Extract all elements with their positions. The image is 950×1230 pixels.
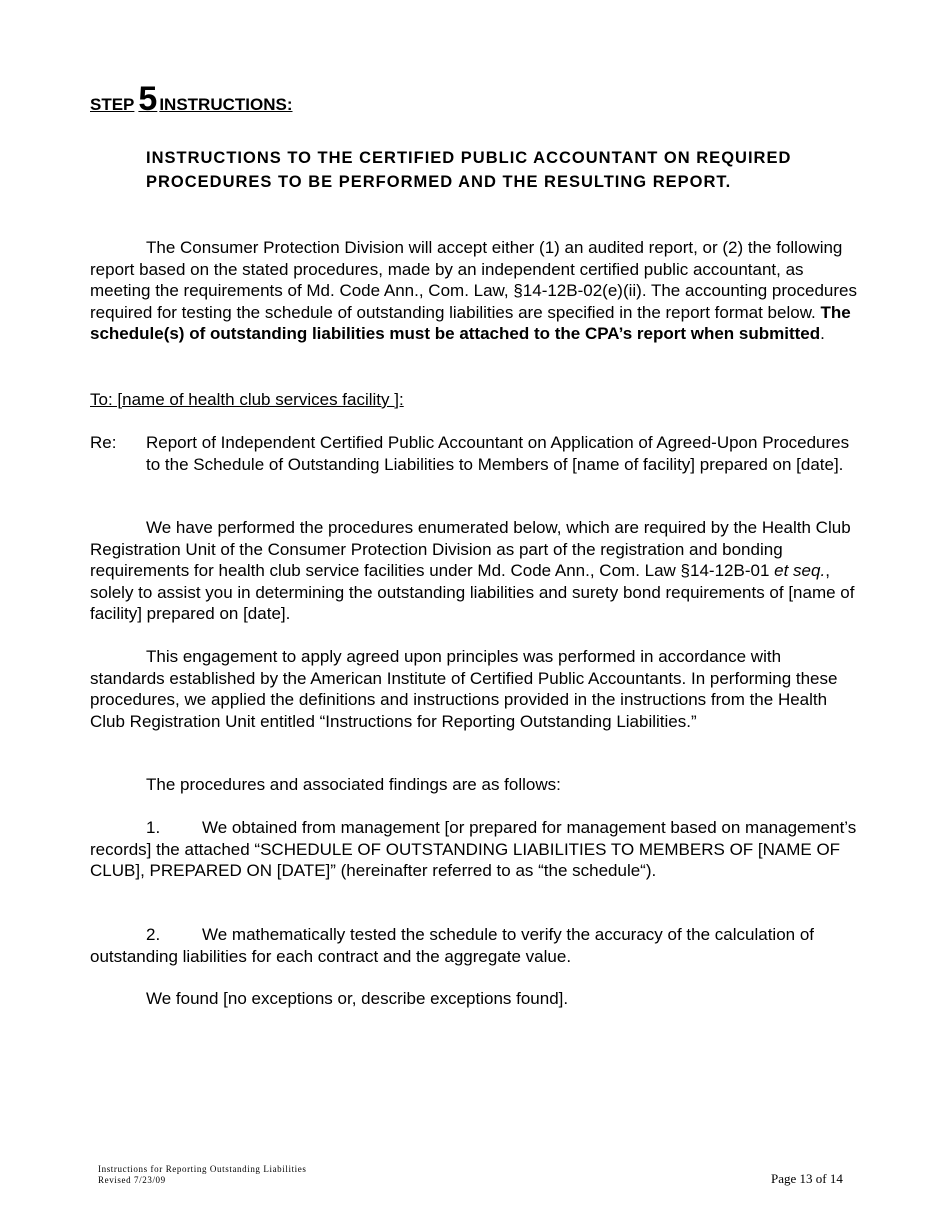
- performed-text: We have performed the procedures enumerated below, which are required by the Health Club Registration Unit of the Consumer Protection Division as part of the registration and bonding requirements for health club service facilities under Md. Code Ann., Com. Law §14-12B-01: [90, 518, 851, 580]
- item-number: 2.: [146, 925, 161, 944]
- step-number: 5: [138, 80, 158, 118]
- step-suffix: INSTRUCTIONS:: [159, 95, 293, 114]
- performed-italic: et seq.: [774, 561, 826, 580]
- footer-revision: Revised 7/23/09: [98, 1175, 166, 1185]
- footer-title: Instructions for Reporting Outstanding Liabilities: [98, 1164, 307, 1174]
- item-number: 1.: [146, 818, 161, 837]
- intro-bold-text: The schedule(s) of outstanding liabilities must be attached to the CPA’s report when submitted: [90, 302, 851, 343]
- to-line: To: [name of health club services facility ]:: [90, 390, 404, 409]
- list-item: [90, 817, 860, 882]
- engagement-paragraph: This engagement to apply agreed upon principles was performed in accordance with standards established by the American Institute of Certified Public Accountants. In performing these procedures, we applied the definitions and instructions provided in the instructions from the Health Club Registration Unit entitled “Instructions for Reporting Outstanding Liabilities.”: [90, 647, 838, 731]
- intro-text: The Consumer Protection Division will accept either (1) an audited report, or (2) the following report based on the stated procedures, made by an independent certified public accountant, as meeting the requirements of Md. Code Ann., Com. Law, §14-12B-02(e)(ii). The accounting procedures required for testing the schedule of outstanding liabilities are specified in the report format below.: [90, 238, 857, 322]
- intro-paragraph: [90, 237, 860, 345]
- performed-text-after: , solely to assist you in determining the outstanding liabilities and surety bond requirements of [name of facility] prepared on [date].: [90, 561, 855, 623]
- list-item: [90, 924, 860, 967]
- re-text: Report of Independent Certified Public Accountant on Application of Agreed-Upon Procedures to the Schedule of Outstanding Liabilities to Members of [name of facility] prepared on [date].: [146, 433, 850, 474]
- intro-end: .: [820, 324, 825, 343]
- item-text: We obtained from management [or prepared for management based on management’s records] the attached “SCHEDULE OF OUTSTANDING LIABILITIES TO MEMBERS OF [NAME OF CLUB], PREPARED ON [DATE]” (hereinafter referred to as “the schedule“).: [90, 818, 857, 880]
- page-number: Page 13 of 14: [771, 1171, 843, 1186]
- item-text: We mathematically tested the schedule to verify the accuracy of the calculation of outstanding liabilities for each contract and the aggregate value.: [90, 925, 814, 966]
- step-word: STEP: [90, 95, 135, 114]
- re-label: Re:: [90, 433, 117, 452]
- section-subheading: INSTRUCTIONS TO THE CERTIFIED PUBLIC ACCOUNTANT ON REQUIRED PROCEDURES TO BE PERFORMED AND THE RESULTING REPORT.: [146, 149, 792, 191]
- footer-document-info: [98, 1164, 306, 1186]
- step-heading: [90, 80, 293, 120]
- performed-paragraph: [90, 517, 860, 625]
- procedures-paragraph: The procedures and associated findings are as follows:: [146, 775, 561, 794]
- findings-paragraph: We found [no exceptions or, describe exceptions found].: [146, 989, 569, 1008]
